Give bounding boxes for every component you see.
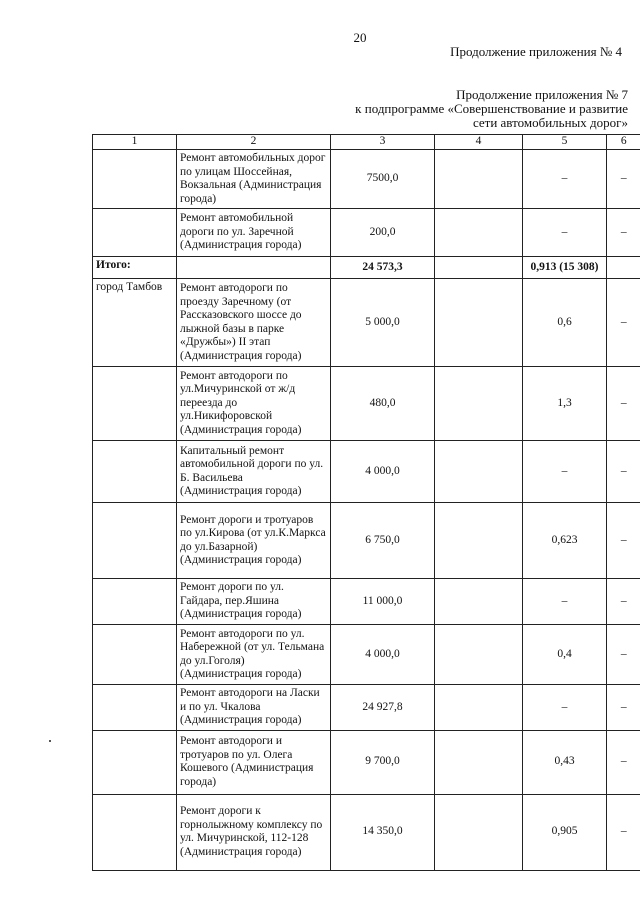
continuation-appendix-4: Продолжение приложения № 4 [450, 44, 622, 59]
cell-c2: Ремонт автомобильных дорог по улицам Шоссейная, Вокзальная (Администрация города) [177, 150, 331, 209]
cell-c6: – [607, 150, 640, 209]
cell-c4 [435, 794, 523, 870]
cell-c6: – [607, 685, 640, 731]
cell-c6: – [607, 730, 640, 794]
column-number: 4 [435, 135, 523, 150]
cell-c1: Итого: [93, 257, 177, 279]
table-row [93, 794, 640, 870]
cell-c2: Ремонт дороги и тротуаров по ул.Кирова (от ул.К.Маркса до ул.Базарной) (Администрация города) [177, 503, 331, 579]
column-number: 2 [177, 135, 331, 150]
cell-c4 [435, 503, 523, 579]
column-number: 3 [331, 135, 435, 150]
cell-c1 [93, 150, 177, 209]
cell-c2: Ремонт автодороги по ул.Мичуринской от ж/д переезда до ул.Никифоровской (Администрация города) [177, 367, 331, 441]
table-row [93, 685, 640, 731]
cell-c5: 0,43 [523, 730, 607, 794]
cell-c5: 0,905 [523, 794, 607, 870]
column-number: 5 [523, 135, 607, 150]
cell-c4 [435, 150, 523, 209]
cell-c4 [435, 441, 523, 503]
table-row [93, 503, 640, 579]
cell-c3: 4 000,0 [331, 625, 435, 685]
cell-c6: – [607, 209, 640, 257]
cell-c5: 0,913 (15 308) [523, 257, 607, 279]
table-row [93, 209, 640, 257]
table-row [93, 279, 640, 367]
page-number: 20 [353, 30, 367, 45]
cell-c3: 4 000,0 [331, 441, 435, 503]
continuation-appendix-7-line: сети автомобильных дорог» [472, 115, 628, 130]
cell-c2: Ремонт автодороги на Ласки и по ул. Чкалова (Администрация города) [177, 685, 331, 731]
cell-c3: 6 750,0 [331, 503, 435, 579]
cell-c6: – [607, 279, 640, 367]
cell-c6 [607, 257, 640, 279]
cell-c3: 14 350,0 [331, 794, 435, 870]
column-number: 6 [607, 135, 640, 150]
cell-c1 [93, 367, 177, 441]
cell-c5: 1,3 [523, 367, 607, 441]
table-row [93, 579, 640, 625]
table-row [93, 257, 640, 279]
cell-c6: – [607, 367, 640, 441]
cell-c5: – [523, 441, 607, 503]
cell-c6: – [607, 441, 640, 503]
cell-c6: – [607, 579, 640, 625]
cell-c2: Капитальный ремонт автомобильной дороги по ул. Б. Васильева (Администрация города) [177, 441, 331, 503]
table-row [93, 441, 640, 503]
cell-c3: 24 573,3 [331, 257, 435, 279]
cell-c3: 7500,0 [331, 150, 435, 209]
cell-c5: – [523, 150, 607, 209]
cell-c1 [93, 730, 177, 794]
table-row [93, 625, 640, 685]
cell-c5: – [523, 579, 607, 625]
cell-c5: 0,6 [523, 279, 607, 367]
column-number: 1 [93, 135, 177, 150]
cell-c4 [435, 367, 523, 441]
cell-c5: 0,623 [523, 503, 607, 579]
cell-c2: Ремонт дороги по ул. Гайдара, пер.Яшина (Администрация города) [177, 579, 331, 625]
cell-c2: Ремонт автомобильной дороги по ул. Заречной (Администрация города) [177, 209, 331, 257]
cell-c4 [435, 209, 523, 257]
cell-c6: – [607, 625, 640, 685]
cell-c1 [93, 579, 177, 625]
continuation-appendix-7 [355, 88, 628, 130]
cell-c4 [435, 730, 523, 794]
cell-c5: – [523, 209, 607, 257]
cell-c4 [435, 685, 523, 731]
cell-c4 [435, 625, 523, 685]
cell-c2: Ремонт автодороги по проезду Заречному (от Рассказовского шоссе до лыжной базы в парке «Дружбы») II этап (Администрация города) [177, 279, 331, 367]
cell-c3: 24 927,8 [331, 685, 435, 731]
cell-c1 [93, 441, 177, 503]
cell-c3: 9 700,0 [331, 730, 435, 794]
cell-c3: 5 000,0 [331, 279, 435, 367]
continuation-appendix-7-line: Продолжение приложения № 7 [456, 87, 628, 102]
table-row [93, 150, 640, 209]
cell-c2: Ремонт автодороги и тротуаров по ул. Олега Кошевого (Администрация города) [177, 730, 331, 794]
cell-c2: Ремонт автодороги по ул. Набережной (от ул. Тельмана до ул.Гоголя) (Администрация города) [177, 625, 331, 685]
table-row [93, 730, 640, 794]
column-number-row [93, 135, 640, 150]
table-row [93, 367, 640, 441]
cell-c6: – [607, 794, 640, 870]
cell-c1 [93, 794, 177, 870]
cell-c4 [435, 279, 523, 367]
cell-c4 [435, 579, 523, 625]
cell-c2 [177, 257, 331, 279]
cell-c1 [93, 209, 177, 257]
continuation-appendix-7-line: к подпрограмме «Совершенствование и развитие [355, 101, 628, 116]
cell-c3: 11 000,0 [331, 579, 435, 625]
cell-c3: 480,0 [331, 367, 435, 441]
cell-c6: – [607, 503, 640, 579]
cell-c1 [93, 685, 177, 731]
program-table [92, 134, 640, 871]
cell-c4 [435, 257, 523, 279]
cell-c5: 0,4 [523, 625, 607, 685]
scan-mark [49, 740, 51, 742]
cell-c1 [93, 625, 177, 685]
cell-c2: Ремонт дороги к горнолыжному комплексу по ул. Мичуринской, 112-128 (Администрация города) [177, 794, 331, 870]
cell-c1: город Тамбов [93, 279, 177, 367]
cell-c3: 200,0 [331, 209, 435, 257]
cell-c5: – [523, 685, 607, 731]
cell-c1 [93, 503, 177, 579]
